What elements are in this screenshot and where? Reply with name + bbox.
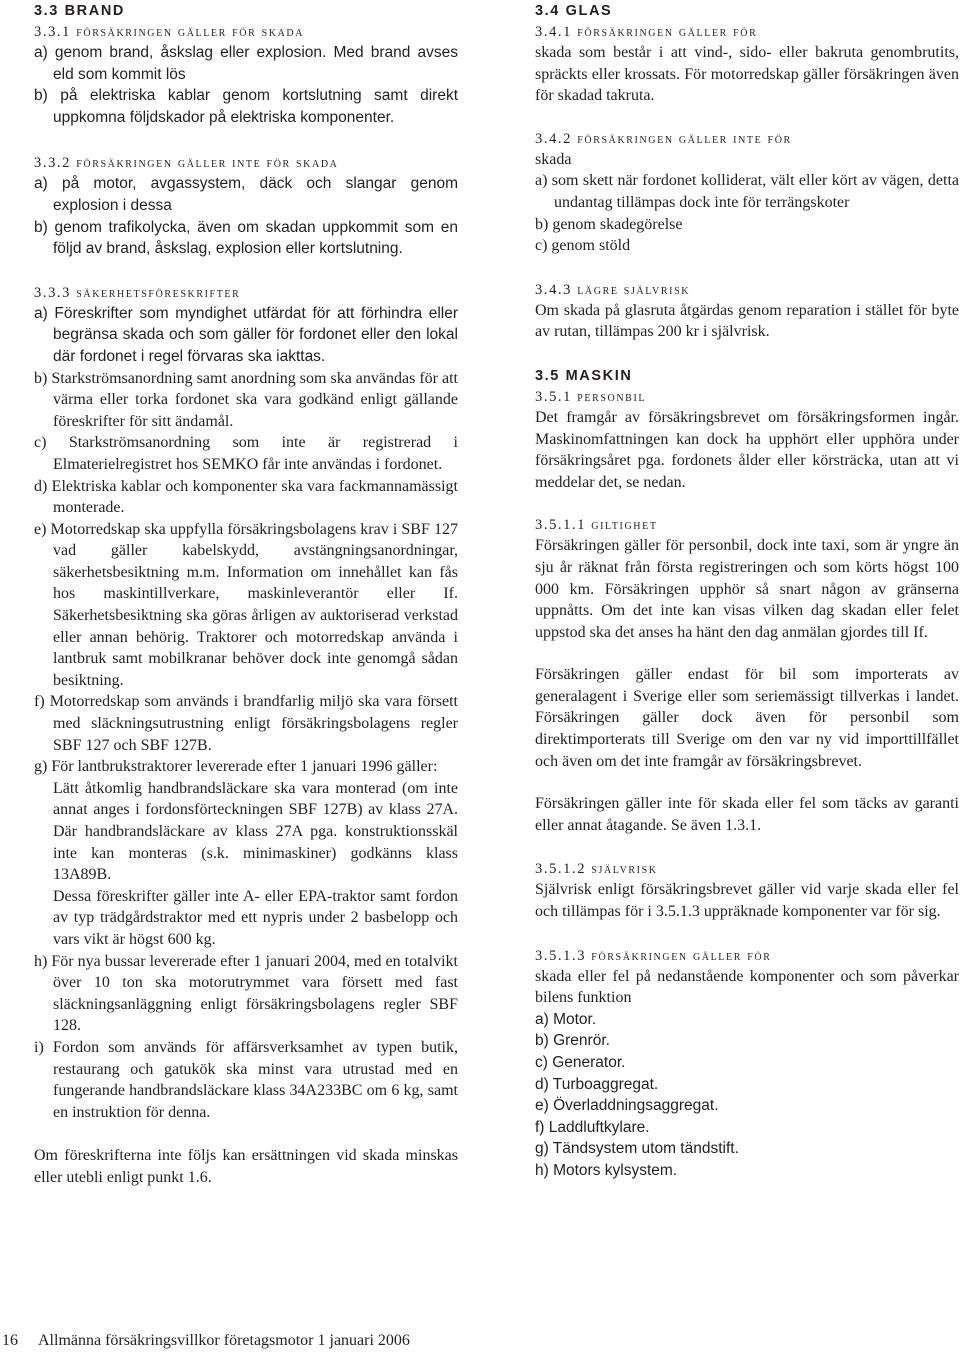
clause-3-3-3-i: i) Fordon som används för affärsverksamhet av typen butik, restaurang och gatukök ska minst vara utrustad med en fungerande handbrandsläckare klass 34A233BC om 6 kg, samt en instruktion för denna. — [34, 1038, 458, 1121]
clause-3-3-3-h: h) För nya bussar levererade efter 1 januari 2004, med en totalvikt över 10 ton ska motorutrymmet vara försett med fast släckningsanläggning enligt försäkringsbolagens regler SBF 128. — [34, 952, 458, 1035]
list-item: c) Generator. — [535, 1054, 626, 1071]
component-list — [535, 1009, 959, 1182]
clause-3-5-1-3-intro: skada eller fel på nedanstående komponenter och som påverkar bilens funktion — [535, 967, 959, 1007]
clause-3-3-3-d: d) Elektriska kablar och komponenter ska vara fackmannamässigt monterade. — [34, 477, 458, 517]
clause-3-3-1-b: b) på elektriska kablar genom kortslutning samt direkt uppkomna följdskador på elektriska komponenter. — [34, 87, 458, 126]
clause-3-3-3-consequence: Om föreskrifterna inte följs kan ersättningen vid skada minskas eller utebli enligt punkt 1.6. — [34, 1147, 458, 1186]
section-heading-glas: 3.4 GLAS — [535, 3, 613, 19]
clause-3-3-3-f: f) Motorredskap som används i brandfarlig miljö ska vara försett med släckningsutrustning enligt försäkringsbolagens regler SBF 127 och SBF 127B. — [34, 693, 458, 754]
clause-3-4-2-c: c) genom stöld — [535, 237, 631, 255]
subsection-heading-3-5-1-3: 3.5.1.3 försäkringen gäller för — [535, 947, 772, 964]
section-heading-maskin: 3.5 MASKIN — [535, 367, 633, 384]
list-item: f) Laddluftkylare. — [535, 1118, 650, 1136]
clause-3-4-2-intro: skada — [535, 150, 572, 168]
clause-3-3-3-a: a) Föreskrifter som myndighet utfärdat för att förhindra eller begränsa skada och som gäller för fordonet eller den lokal där fordonet i regel förvaras ska iakttas. — [34, 304, 458, 365]
clause-3-4-2-b: b) genom skadegörelse — [535, 215, 683, 233]
subsection-heading-3-5-1-1: 3.5.1.1 giltighet — [535, 517, 658, 534]
clause-3-5-1-1-p3: Försäkringen gäller inte för skada eller fel som täcks av garanti eller annat åtagande. Se även 1.3.1. — [535, 795, 959, 834]
clause-3-3-3-c: c) Starkströmsanordning som inte är registrerad i Elmaterielregistret hos SEMKO får inte användas i fordonet. — [34, 434, 458, 473]
clause-3-3-3-g-exemption: Dessa föreskrifter gäller inte A- eller EPA-traktor samt fordon av typ trädgårdstraktor med ett nypris under 2 basbelopp och vars vikt är högst 600 kg. — [53, 887, 458, 948]
clause-3-3-2-a: a) på motor, avgassystem, däck och slangar genom explosion i dessa — [34, 175, 458, 214]
subsection-heading-3-3-1: 3.3.1 försäkringen gäller för skada — [34, 24, 305, 40]
list-item: d) Turboaggregat. — [535, 1075, 659, 1093]
list-item: b) Grenrör. — [535, 1032, 610, 1050]
clause-3-5-1: Det framgår av försäkringsbrevet om försäkringsformen ingår. Maskinomfattningen kan dock ha upphört eller upphöra under försäkringsåret pga. fordonets ålder eller körsträcka, utan att vi meddelar det, se nedan. — [535, 408, 959, 491]
document-title: Allmänna försäkringsvillkor företagsmotor 1 januari 2006 — [38, 1332, 410, 1349]
list-item: g) Tändsystem utom tändstift. — [535, 1140, 739, 1158]
left-column — [34, 0, 458, 1189]
list-item: h) Motors kylsystem. — [535, 1161, 678, 1179]
subsection-heading-3-5-1-2: 3.5.1.2 självrisk — [535, 861, 658, 878]
page-number: 16 — [2, 1332, 18, 1349]
right-column — [535, 0, 959, 1182]
list-item: a) Motor. — [535, 1010, 597, 1028]
list-item: e) Överladdningsaggregat. — [535, 1097, 719, 1115]
clause-3-4-1: skada som består i att vind-, sido- eller bakruta genombrutits, spräckts eller krossats. För motorredskap gäller försäkringen även för skadad takruta. — [535, 44, 959, 105]
clause-3-3-1-a: a) genom brand, åskslag eller explosion. Med brand avses eld som kommit lös — [34, 44, 458, 83]
clause-3-5-1-1-p1: Försäkringen gäller för personbil, dock inte taxi, som är yngre än sju år räknat från första registreringen och som körts högst 100 000 km. Försäkringen upphör så snart någon av gränserna uppnåtts. Om det inte kan visas vilken dag skadan eller felet uppstod ska det anses ha hänt den dag anmälan gjordes till If. — [535, 537, 959, 641]
clause-3-5-1-1-p2: Försäkringen gäller endast för bil som importerats av generalagent i Sverige eller som seriemässigt tillverkas i landet. Försäkringen gäller dock även för personbil som direktimporterats till Sverige om den var ny vid importtillfället och även om det inte framgår av försäkringsbrevet. — [535, 666, 959, 770]
subsection-heading-3-5-1: 3.5.1 personbil — [535, 388, 647, 405]
subsection-heading-3-3-2: 3.3.2 försäkringen gäller inte för skada — [34, 155, 339, 172]
clause-3-3-3-e: e) Motorredskap ska uppfylla försäkringsbolagens krav i SBF 127 vad gäller kabelskydd, avstängningsanordningar, säkerhetsbesiktning m.m. Information om innehållet kan fås hos maskintillverkare, maskinleverantör eller If. Säkerhetsbesiktning ska göras årligen av auktoriserad verkstad eller annan behörig. Traktorer och motorredskap använda i lantbruk samt mobilkranar behöver dock inte genomgå sådan besiktning. — [34, 520, 458, 689]
section-heading-brand: 3.3 BRAND — [34, 3, 125, 19]
subsection-heading-3-3-3: 3.3.3 säkerhetsföreskrifter — [34, 284, 241, 301]
clause-3-3-3-g-extinguisher: Lätt åtkomlig handbrandsläckare ska vara monterad (om inte annat anges i fordonsförteckningen SBF 127B) av klass 27A. Där handbrandsläckare av klass 27A pga. konstruktionsskäl inte kan monteras (s.k. minimaskiner) godkänns klass 13A89B. — [53, 779, 458, 884]
subsection-heading-3-4-3: 3.4.3 lägre självrisk — [535, 281, 691, 298]
clause-3-3-2-b: b) genom trafikolycka, även om skadan uppkommit som en följd av brand, åskslag, explosion eller kortslutning. — [34, 218, 458, 258]
subsection-heading-3-4-2: 3.4.2 försäkringen gäller inte för — [535, 130, 792, 147]
clause-3-4-2-a: a) som skett när fordonet kolliderat, vält eller kört av vägen, detta undantag tillämpas dock inte för terrängskoter — [535, 172, 959, 211]
clause-3-4-3: Om skada på glasruta åtgärdas genom reparation i stället för byte av rutan, tillämpas 200 kr i självrisk. — [535, 301, 959, 341]
subsection-heading-3-4-1: 3.4.1 försäkringen gäller för — [535, 24, 758, 40]
clause-3-3-3-b: b) Starkströmsanordning samt anordning som ska användas för att värma eller torka fordonet ska vara godkänd enligt gällande föreskrifter för sitt ändamål. — [34, 369, 458, 430]
clause-3-5-1-2: Självrisk enligt försäkringsbrevet gäller vid varje skada eller fel och tillämpas för i 3.5.1.3 uppräknade komponenter var för sig. — [535, 881, 959, 921]
clause-3-3-3-g: g) För lantbrukstraktorer levererade efter 1 januari 1996 gäller: — [34, 758, 438, 776]
